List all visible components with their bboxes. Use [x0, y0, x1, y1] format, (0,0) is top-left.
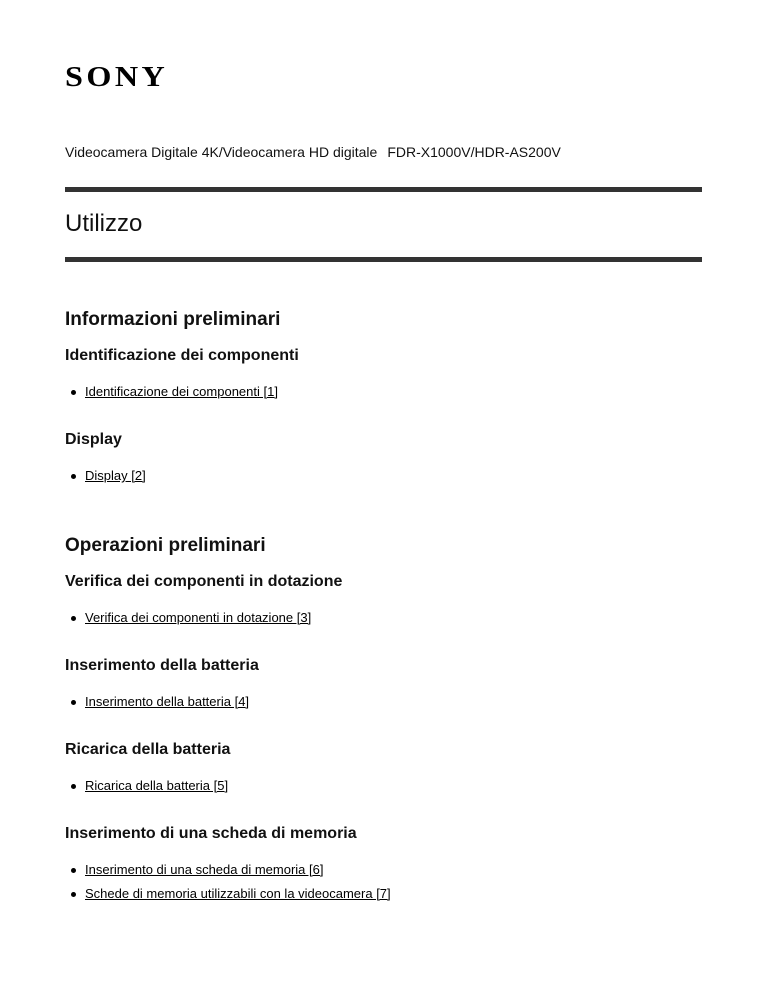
link-list [65, 610, 702, 626]
list-item [85, 694, 702, 710]
subsection-title-identificazione: Identificazione dei componenti [65, 347, 299, 364]
model-number: FDR-X1000V/HDR-AS200V [387, 144, 561, 160]
subsection-title-verifica: Verifica dei componenti in dotazione [65, 573, 343, 590]
list-item [85, 468, 702, 484]
section-title-operazioni-preliminari: Operazioni preliminari [65, 535, 266, 556]
list-item [85, 862, 702, 878]
product-name: Videocamera Digitale 4K/Videocamera HD digitale [65, 144, 378, 160]
toc-link-2[interactable]: Display [2] [85, 468, 146, 483]
link-list [65, 778, 702, 794]
subsection-title-ricarica-batteria: Ricarica della batteria [65, 741, 231, 758]
list-item [85, 778, 702, 794]
subsection-title-inserimento-batteria: Inserimento della batteria [65, 657, 259, 674]
toc-link-7[interactable]: Schede di memoria utilizzabili con la videocamera [7] [85, 886, 391, 901]
list-item [85, 610, 702, 626]
section-title-informazioni-preliminari: Informazioni preliminari [65, 309, 281, 330]
page-title: Utilizzo [65, 210, 143, 237]
bottom-divider [65, 257, 702, 262]
link-list [65, 694, 702, 710]
sony-logo: SONY [65, 62, 169, 93]
subsection-title-display: Display [65, 431, 122, 448]
toc-link-3[interactable]: Verifica dei componenti in dotazione [3] [85, 610, 312, 625]
toc-link-1[interactable]: Identificazione dei componenti [1] [85, 384, 278, 399]
link-list [65, 468, 702, 484]
toc-link-5[interactable]: Ricarica della batteria [5] [85, 778, 229, 793]
list-item [85, 384, 702, 400]
toc-content [65, 308, 702, 902]
subsection-title-scheda-memoria: Inserimento di una scheda di memoria [65, 825, 357, 842]
top-divider [65, 187, 702, 192]
link-list [65, 862, 702, 902]
toc-link-4[interactable]: Inserimento della batteria [4] [85, 694, 250, 709]
product-line [65, 144, 561, 160]
toc-link-6[interactable]: Inserimento di una scheda di memoria [6] [85, 862, 324, 877]
link-list [65, 384, 702, 400]
list-item [85, 886, 702, 902]
